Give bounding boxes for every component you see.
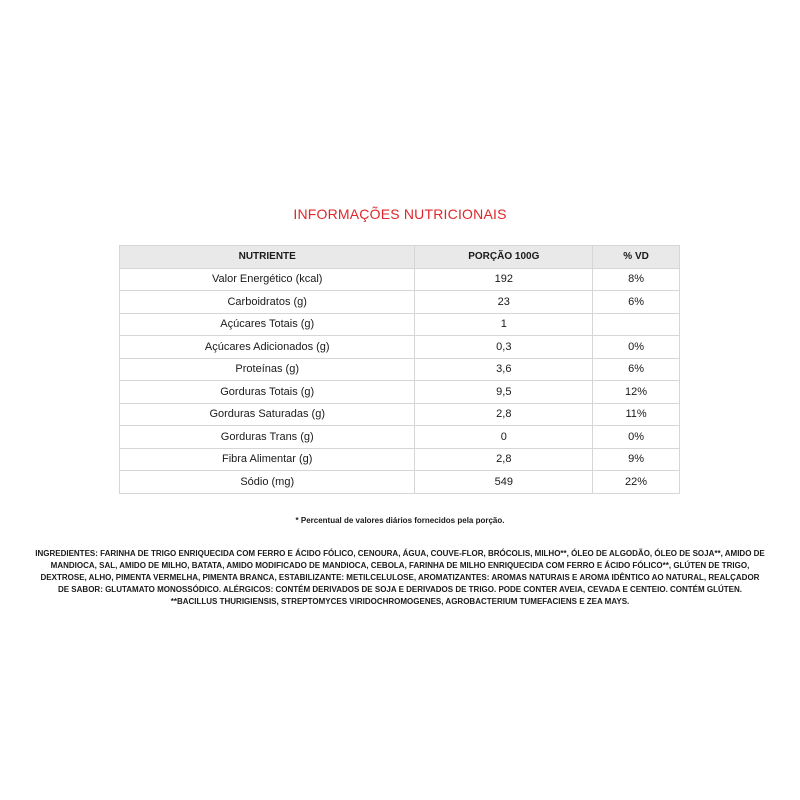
ingredients-line: **BACILLUS THURIGIENSIS, STREPTOMYCES VIRIDOCHROMOGENES, AGROBACTERIUM TUMEFACIENS E ZEA MAYS. (170, 597, 630, 606)
portion-cell: 192 (415, 268, 593, 291)
portion-cell: 0 (415, 426, 593, 449)
nutrition-table (119, 245, 680, 494)
vd-cell: 8% (593, 268, 680, 291)
ingredients-line: INGREDIENTES: FARINHA DE TRIGO ENRIQUECIDA COM FERRO E ÁCIDO FÓLICO, CENOURA, ÁGUA, COUVE-FLOR, BRÓCOLIS, MILHO**, ÓLEO DE ALGODÃO, ÓLEO DE SOJA**, AMIDO DE (35, 549, 765, 558)
header-nutrient: NUTRIENTE (120, 246, 415, 269)
nutrient-cell: Gorduras Saturadas (g) (120, 403, 415, 426)
table-row (120, 336, 680, 359)
portion-cell: 23 (415, 291, 593, 314)
portion-cell: 549 (415, 471, 593, 494)
table-row (120, 426, 680, 449)
table-row (120, 448, 680, 471)
portion-cell: 9,5 (415, 381, 593, 404)
ingredients-line: DEXTROSE, ALHO, PIMENTA VERMELHA, PIMENTA BRANCA, ESTABILIZANTE: METILCELULOSE, AROMATIZANTES: AROMAS NATURAIS E AROMA IDÊNTICO AO NATURAL, REALÇADOR (40, 573, 760, 582)
nutrient-cell: Fibra Alimentar (g) (120, 448, 415, 471)
header-portion: PORÇÃO 100G (415, 246, 593, 269)
table-row (120, 313, 680, 336)
header-vd: % VD (593, 246, 680, 269)
vd-cell: 0% (593, 336, 680, 359)
portion-cell: 1 (415, 313, 593, 336)
table-row (120, 381, 680, 404)
nutrient-cell: Gorduras Totais (g) (120, 381, 415, 404)
nutrient-cell: Proteínas (g) (120, 358, 415, 381)
table-row (120, 268, 680, 291)
nutrient-cell: Açúcares Adicionados (g) (120, 336, 415, 359)
nutrient-cell: Gorduras Trans (g) (120, 426, 415, 449)
vd-cell: 0% (593, 426, 680, 449)
nutrient-cell: Valor Energético (kcal) (120, 268, 415, 291)
page-title: INFORMAÇÕES NUTRICIONAIS (293, 206, 507, 222)
vd-cell: 6% (593, 291, 680, 314)
footnote: * Percentual de valores diários fornecidos pela porção. (295, 516, 505, 525)
ingredients-line: MANDIOCA, SAL, AMIDO DE MILHO, BATATA, AMIDO MODIFICADO DE MANDIOCA, CEBOLA, FARINHA DE MILHO ENRIQUECIDA COM FERRO E ÁCIDO FÓLICO**, GLÚTEN DE TRIGO, (50, 561, 750, 570)
portion-cell: 3,6 (415, 358, 593, 381)
vd-cell (593, 313, 680, 336)
table-row (120, 403, 680, 426)
ingredients-line: DE SABOR: GLUTAMATO MONOSSÓDICO. ALÉRGICOS: CONTÉM DERIVADOS DE SOJA E DERIVADOS DE TRIGO. PODE CONTER AVEIA, CEVADA E CENTEIO. CONTÉM GLÚTEN. (57, 585, 743, 594)
vd-cell: 6% (593, 358, 680, 381)
portion-cell: 2,8 (415, 448, 593, 471)
table-row (120, 358, 680, 381)
portion-cell: 2,8 (415, 403, 593, 426)
table-row (120, 471, 680, 494)
ingredients-text (20, 548, 780, 608)
table-header-row (120, 246, 680, 269)
vd-cell: 12% (593, 381, 680, 404)
nutrient-cell: Sódio (mg) (120, 471, 415, 494)
portion-cell: 0,3 (415, 336, 593, 359)
nutrient-cell: Açúcares Totais (g) (120, 313, 415, 336)
nutrient-cell: Carboidratos (g) (120, 291, 415, 314)
table-row (120, 291, 680, 314)
vd-cell: 9% (593, 448, 680, 471)
vd-cell: 22% (593, 471, 680, 494)
vd-cell: 11% (593, 403, 680, 426)
